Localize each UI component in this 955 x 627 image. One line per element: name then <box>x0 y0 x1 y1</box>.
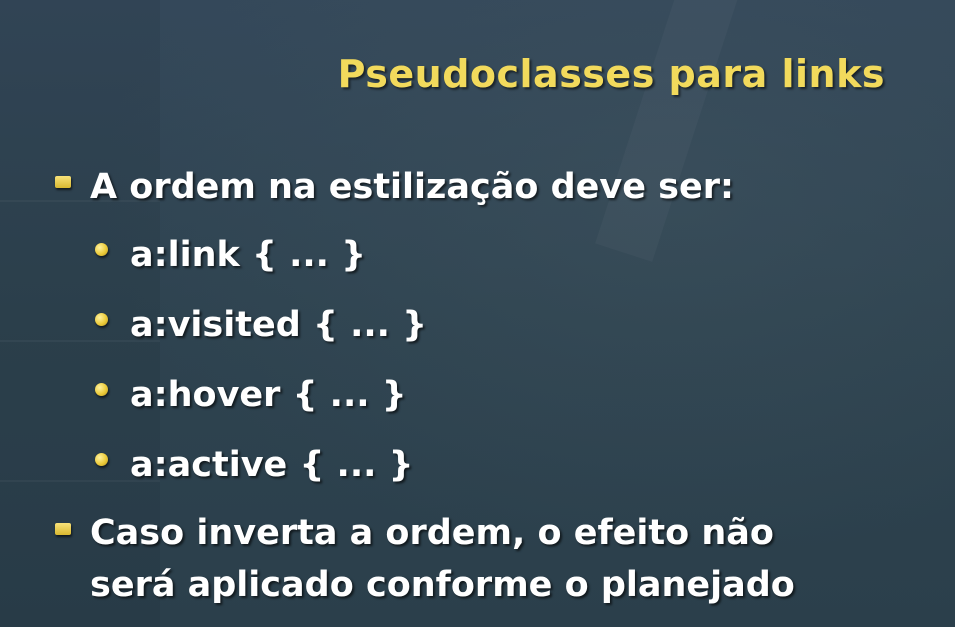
square-bullet-icon <box>55 523 71 535</box>
round-bullet-icon <box>95 243 108 256</box>
bullet-order-heading: A ordem na estilização deve ser: <box>90 167 734 207</box>
round-bullet-icon <box>95 453 108 466</box>
sub-bullet-hover: a:hover { ... } <box>130 375 407 415</box>
sub-bullet-visited: a:visited { ... } <box>130 305 428 345</box>
sub-bullet-link: a:link { ... } <box>130 235 367 275</box>
square-bullet-icon <box>55 176 71 188</box>
slide-title: Pseudoclasses para links <box>337 52 885 96</box>
round-bullet-icon <box>95 383 108 396</box>
round-bullet-icon <box>95 313 108 326</box>
sub-bullet-active: a:active { ... } <box>130 445 414 485</box>
background-stripe <box>595 0 745 262</box>
bullet-warning-line-1: Caso inverta a ordem, o efeito não <box>90 513 774 553</box>
bullet-warning-line-2: será aplicado conforme o planejado <box>90 565 795 605</box>
